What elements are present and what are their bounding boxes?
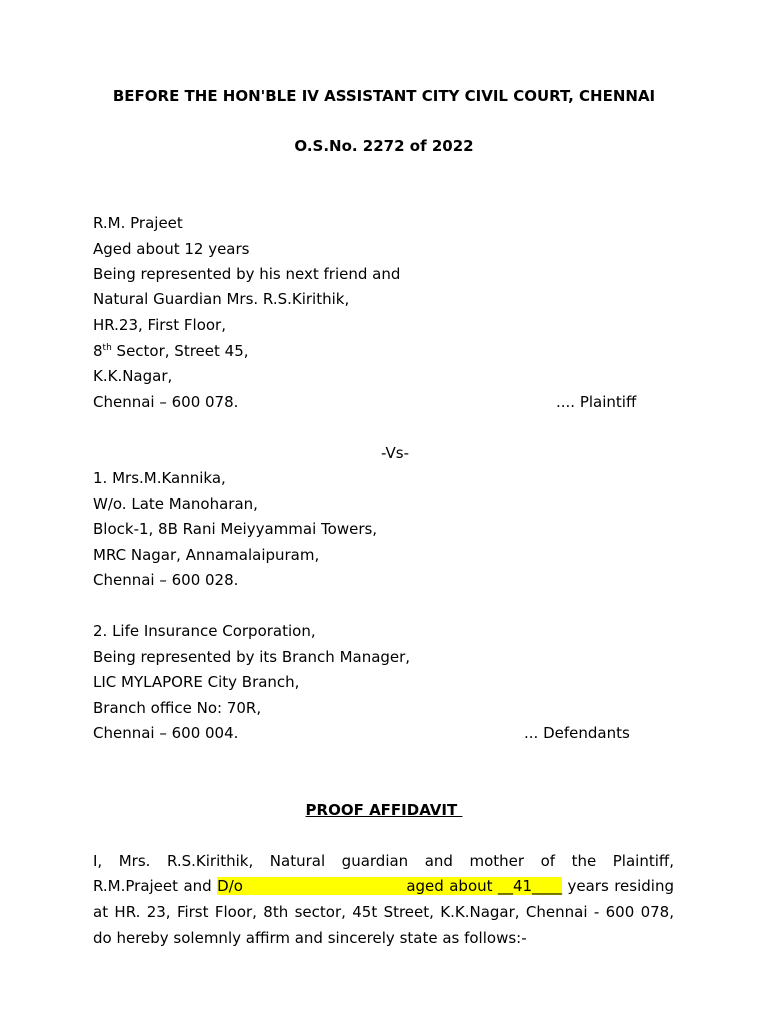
affidavit-line: I, Mrs. R.S.Kirithik, Natural guardian and mother of the Plaintiff, [93,852,674,870]
plaintiff-sector-line [93,342,249,360]
defendant-line: Branch office No: 70R, [93,699,262,717]
plaintiff-role: .... Plaintiff [556,393,637,411]
defendant-line: 2. Life Insurance Corporation, [93,622,316,640]
defendant-line: MRC Nagar, Annamalaipuram, [93,546,320,564]
case-number: O.S.No. 2272 of 2022 [294,137,474,155]
defendant-line: Being represented by its Branch Manager, [93,648,411,666]
defendants-role: ... Defendants [524,724,630,742]
affidavit-title: PROOF AFFIDAVIT [305,801,463,819]
plaintiff-line: K.K.Nagar, [93,367,173,385]
defendant-city-line: Chennai – 600 004. [93,724,239,742]
highlighted-field: D/o aged about __41____ [217,877,563,895]
plaintiff-line: Aged about 12 years [93,240,250,258]
affidavit-text: R.M.Prajeet and [93,877,218,895]
plaintiff-line: Being represented by his next friend and [93,265,401,283]
plaintiff-line: R.M. Prajeet [93,214,183,232]
plaintiff-city-line: Chennai – 600 078. [93,393,239,411]
defendant-line: 1. Mrs.M.Kannika, [93,469,226,487]
versus-label: -Vs- [381,444,410,462]
affidavit-line-last: do hereby solemnly affirm and sincerely state as follows:- [93,929,527,947]
affidavit-line: at HR. 23, First Floor, 8th sector, 45t Street, K.K.Nagar, Chennai - 600 078, [93,903,674,921]
affidavit-text: years residing [562,877,674,895]
plaintiff-line: Natural Guardian Mrs. R.S.Kirithik, [93,290,350,308]
sector-ordinal: th [102,343,112,353]
defendant-line: LIC MYLAPORE City Branch, [93,673,300,691]
sector-number: 8 [93,342,103,360]
sector-rest: Sector, Street 45, [111,342,249,360]
court-heading: BEFORE THE HON'BLE IV ASSISTANT CITY CIVIL COURT, CHENNAI [112,87,656,105]
defendant-line: W/o. Late Manoharan, [93,495,258,513]
defendant-line: Block-1, 8B Rani Meiyyammai Towers, [93,520,378,538]
defendant-line: Chennai – 600 028. [93,571,239,589]
affidavit-line-highlighted [93,877,674,895]
plaintiff-line: HR.23, First Floor, [93,316,226,334]
